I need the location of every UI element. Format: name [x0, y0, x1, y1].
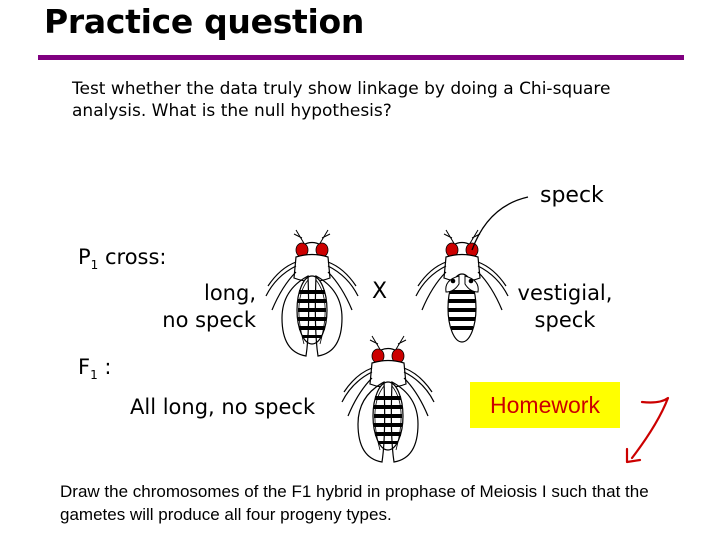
- fly-vestigial-speck-icon: [416, 230, 508, 342]
- slide-title: Practice question: [44, 2, 365, 41]
- p1-letter: P: [78, 245, 91, 269]
- f1-phenotype: All long, no speck: [130, 395, 316, 419]
- fly-f1-icon: [342, 336, 434, 462]
- question-prompt: Test whether the data truly show linkage by doing a Chi-square analysis. What is the null hypothesis?: [72, 79, 611, 121]
- parent2-line1: vestigial,: [517, 281, 613, 305]
- f1-letter: F: [78, 355, 91, 379]
- speck-callout-line: [472, 197, 528, 250]
- speck-callout-label: speck: [540, 183, 604, 208]
- f1-subscript: 1: [90, 368, 98, 383]
- fly-long-wings-icon: [266, 230, 358, 356]
- parent1-line2: no speck: [162, 308, 256, 332]
- cross-symbol: X: [372, 279, 388, 304]
- homework-badge: Homework: [470, 382, 620, 428]
- p1-suffix: cross:: [98, 245, 167, 269]
- homework-instruction: Draw the chromosomes of the F1 hybrid in prophase of Meiosis I such that the gametes will produce all four progeny types.: [60, 482, 649, 524]
- parent1-line1: long,: [204, 281, 256, 305]
- red-arrow-icon: [627, 398, 668, 462]
- p1-subscript: 1: [90, 258, 99, 273]
- f1-suffix: :: [97, 355, 112, 379]
- parent2-line2: speck: [534, 308, 596, 332]
